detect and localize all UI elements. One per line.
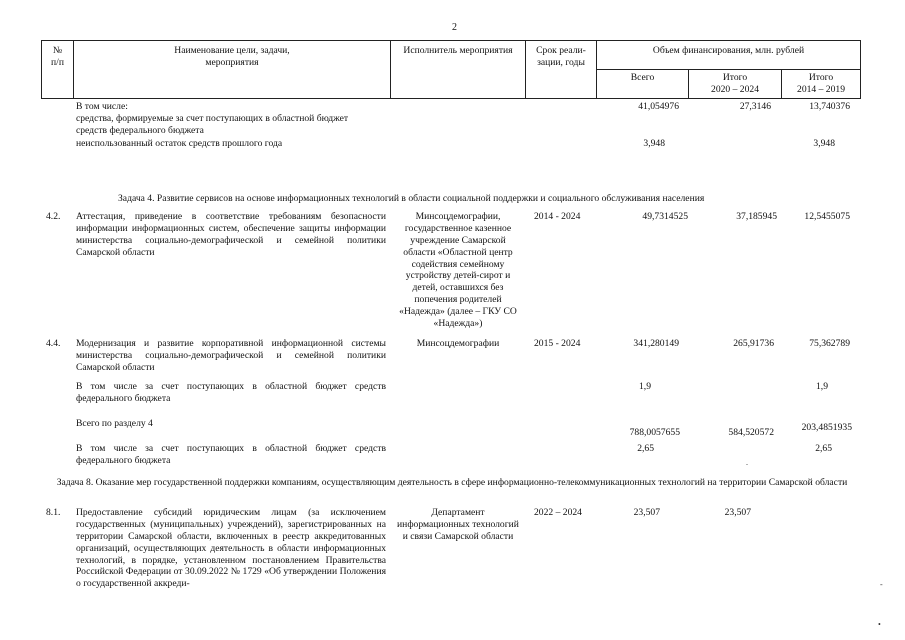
page-number: 2 [452, 22, 457, 33]
row-4-4-fed-total: 1,9 [639, 381, 651, 392]
header-financing: Объем финансирования, млн. рублей [652, 45, 805, 56]
total4-fed-t2014: 2,65 [815, 443, 832, 454]
header-name: Наименование цели, задачи, мероприятия [174, 45, 290, 68]
task8-title: Задача 8. Оказание мер государственной поддержки компаниям, осуществляющим деятельность в сфере информационно-телекоммуникационных технологий на территории Самарской области [56, 477, 848, 488]
header-term: Срок реали- зации, годы [536, 45, 586, 68]
row-8-1-t2020: 23,507 [724, 507, 751, 518]
row-4-4-term: 2015 - 2024 [534, 338, 581, 349]
header-top-border [41, 40, 860, 41]
federal-label: средства, формируемые за счет поступающих в областной бюджет [76, 113, 349, 124]
row-4-4-t2014: 75,362789 [809, 338, 850, 349]
total4-fed-total: 2,65 [637, 443, 654, 454]
col-border-right [860, 40, 861, 99]
row-8-1-name: Предоставление субсидий юридическим лицам (за исключением государственных (муниципальных) учреждений), зарегистрированных на территории Самарской области, включенных в реестр аккредитованных организаций, осуществляющих деятельность в области информационных технологий, в порядке, установленном постановлением Правительства Российской Федерации от 30.09.2022 № 1729 «Об утверждении Положения о государственной аккреди- [76, 507, 386, 590]
header-total-2020-2024: Итого 2020 – 2024 [711, 72, 759, 95]
unused-label: неиспользованный остаток средств прошлого года [76, 138, 283, 149]
row-8-1-executor: Департамент информационных технологий и связи Самарской области [397, 507, 519, 542]
row-4-4-fed-t2014: 1,9 [816, 381, 828, 392]
row-4-4-num: 4.4. [46, 338, 61, 349]
total4-fed-name: В том числе за счет поступающих в областной бюджет средств федерального бюджета [76, 443, 386, 466]
row-4-2-term: 2014 - 2024 [534, 211, 581, 222]
row-8-1-term: 2022 – 2024 [534, 507, 582, 518]
header-total-2014-2019: Итого 2014 – 2019 [797, 72, 845, 95]
financing-sub-border [596, 69, 860, 70]
row-4-4-total: 341,280149 [633, 338, 679, 349]
row-4-4-executor: Минсоцдемографии [416, 338, 500, 349]
header-total: Всего [630, 72, 655, 83]
total4-t2014: 203,4851935 [801, 422, 852, 433]
unused-total: 3,948 [643, 138, 665, 149]
federal-total: 41,054976 [638, 101, 679, 112]
federal-label-cont: средств федерального бюджета [76, 125, 204, 136]
row-4-2-name: Аттестация, приведение в соответствие требованиям безопасности информации информационных систем, обеспечение защиты информации министерства социально-демографической и семейной политики Самарской области [76, 211, 386, 258]
task4-title: Задача 4. Развитие сервисов на основе информационных технологий в области социальной поддержки и социального обслуживания населения [118, 193, 705, 204]
row-4-2-t2014: 12,5455075 [804, 211, 850, 222]
total4-t2020: 584,520572 [728, 427, 774, 438]
total4-name: Всего по разделу 4 [76, 418, 153, 429]
scan-speck: - [880, 580, 883, 589]
header-bottom-border [41, 98, 860, 99]
incl-label: В том числе: [76, 101, 128, 112]
row-4-2-num: 4.2. [46, 211, 61, 222]
total4-total: 788,0057655 [629, 427, 680, 438]
row-4-2-t2020: 37,185945 [736, 211, 777, 222]
federal-2014-2019: 13,740376 [809, 101, 850, 112]
row-4-4-name: Модернизация и развитие корпоративной информационной системы министерства социально-демографической и семейной политики Самарской области [76, 338, 386, 373]
row-8-1-total: 23,507 [633, 507, 660, 518]
header-executor: Исполнитель мероприятия [403, 45, 513, 56]
federal-2020-2024: 27,3146 [739, 101, 771, 112]
scan-speck: • [878, 620, 881, 629]
row-4-4-fed-name: В том числе за счет поступающих в областной бюджет средств федерального бюджета [76, 381, 386, 404]
unused-2014-2019: 3,948 [813, 138, 835, 149]
scan-speck: . [746, 458, 748, 467]
row-8-1-num: 8.1. [46, 507, 61, 518]
row-4-2-executor: Минсоцдемографии, государственное казенное учреждение Самарской области «Областной центр содействия семейному устройству детей-сирот и детей, оставшихся без попечения родителей «Надежда» (далее – ГКУ СО «Надежда») [399, 211, 517, 330]
header-num: № п/п [51, 45, 64, 68]
row-4-2-total: 49,7314525 [642, 211, 688, 222]
row-4-4-t2020: 265,91736 [733, 338, 774, 349]
